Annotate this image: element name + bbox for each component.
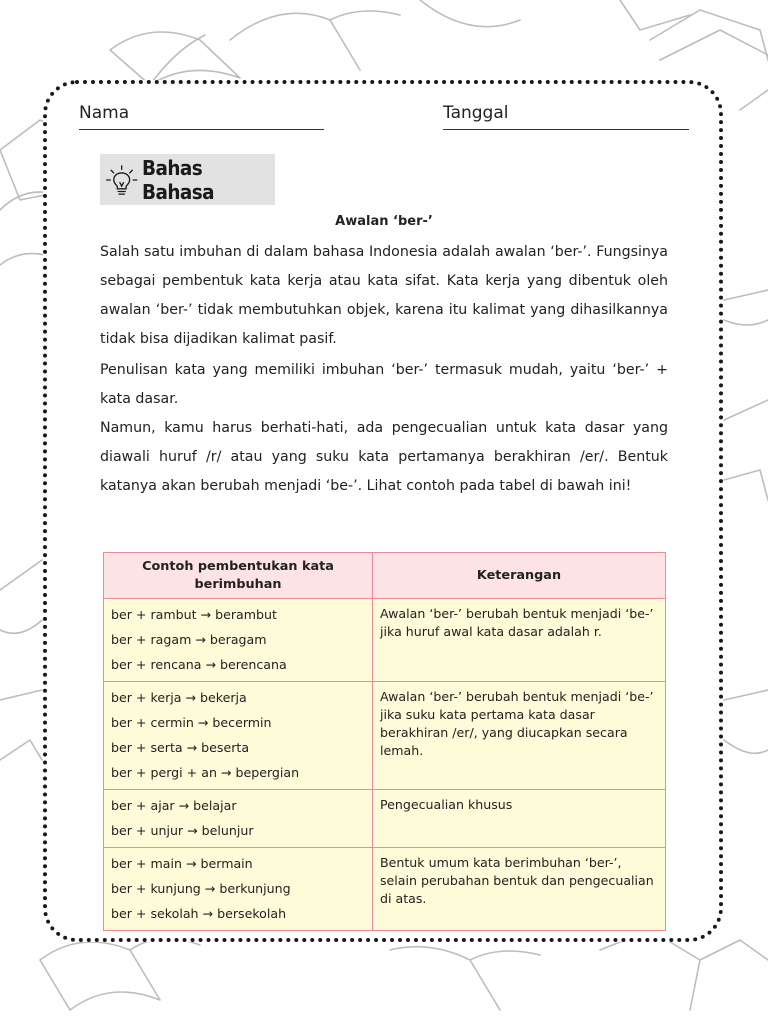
nama-label: Nama bbox=[79, 103, 130, 123]
note-text: Awalan ‘ber-’ berubah bentuk menjadi ‘be-’ jika suku kata pertama kata dasar berakhiran /er/, yang diucapkan secara lemah. bbox=[380, 689, 654, 758]
example-line: ber + ragam → beragam bbox=[111, 632, 267, 647]
note-text: Awalan ‘ber-’ berubah bentuk menjadi ‘be-’ jika huruf awal kata dasar adalah r. bbox=[380, 606, 654, 639]
book-doodle-left bbox=[0, 560, 42, 760]
example-line: ber + serta → beserta bbox=[111, 740, 250, 755]
lightbulb-icon bbox=[104, 161, 139, 199]
column-header-examples: Contoh pembentukan kata berimbuhan bbox=[104, 553, 373, 599]
table-row bbox=[104, 682, 666, 790]
note-cell bbox=[373, 790, 666, 848]
tanggal-label: Tanggal bbox=[443, 103, 509, 123]
table-header-row bbox=[104, 553, 666, 599]
column-header-notes: Keterangan bbox=[373, 553, 666, 599]
table-row bbox=[104, 599, 666, 682]
lesson-title: Awalan ‘ber-’ bbox=[335, 214, 433, 229]
examples-cell bbox=[104, 790, 373, 848]
paragraph-intro: Salah satu imbuhan di dalam bahasa Indonesia adalah awalan ‘ber-’. Fungsinya sebagai pembentuk kata kerja atau kata sifat. Kata kerja yang dibentuk oleh awalan ‘ber-’ tidak membutuhkan objek, karena itu kalimat yang dihasilkannya tidak bisa dijadikan kalimat pasif. bbox=[100, 244, 668, 347]
table-row bbox=[104, 848, 666, 931]
examples-cell bbox=[104, 682, 373, 790]
book-doodle-top bbox=[230, 0, 520, 70]
example-line: ber + unjur → belunjur bbox=[111, 823, 254, 838]
note-cell bbox=[373, 682, 666, 790]
note-cell bbox=[373, 848, 666, 931]
note-text: Pengecualian khusus bbox=[380, 797, 513, 812]
note-cell bbox=[373, 599, 666, 682]
example-line: ber + pergi + an → bepergian bbox=[111, 765, 300, 780]
example-line: ber + main → bermain bbox=[111, 856, 253, 871]
examples-table bbox=[103, 552, 666, 931]
example-line: ber + kunjung → berkunjung bbox=[111, 881, 291, 896]
bahas-bahasa-logo bbox=[100, 154, 275, 205]
examples-cell bbox=[104, 848, 373, 931]
paragraph-exception: Namun, kamu harus berhati-hati, ada pengecualian untuk kata dasar yang diawali huruf /r/ atau yang suku kata pertamanya berakhiran /er/. Bentuk katanya akan berubah menjadi ‘be-’. Lihat contoh pada tabel di bawah ini! bbox=[100, 420, 668, 494]
paragraph-writing: Penulisan kata yang memiliki imbuhan ‘ber-’ termasuk mudah, yaitu ‘ber-’ + kata dasar. bbox=[100, 362, 668, 407]
book-doodle-bottom bbox=[40, 930, 768, 1010]
example-line: ber + rambut → berambut bbox=[111, 607, 277, 622]
example-line: ber + rencana → berencana bbox=[111, 657, 287, 672]
book-doodle-right bbox=[724, 290, 768, 753]
example-line: ber + kerja → bekerja bbox=[111, 690, 247, 705]
table-row bbox=[104, 790, 666, 848]
tanggal-field[interactable] bbox=[443, 103, 689, 130]
example-line: ber + sekolah → bersekolah bbox=[111, 906, 287, 921]
example-line: ber + ajar → belajar bbox=[111, 798, 237, 813]
nama-field[interactable] bbox=[79, 103, 324, 130]
logo-text: Bahas Bahasa bbox=[142, 155, 215, 204]
note-text: Bentuk umum kata berimbuhan ‘ber-’, selain perubahan bentuk dan pengecualian di atas. bbox=[380, 855, 654, 906]
examples-cell bbox=[104, 599, 373, 682]
example-line: ber + cermin → becermin bbox=[111, 715, 272, 730]
